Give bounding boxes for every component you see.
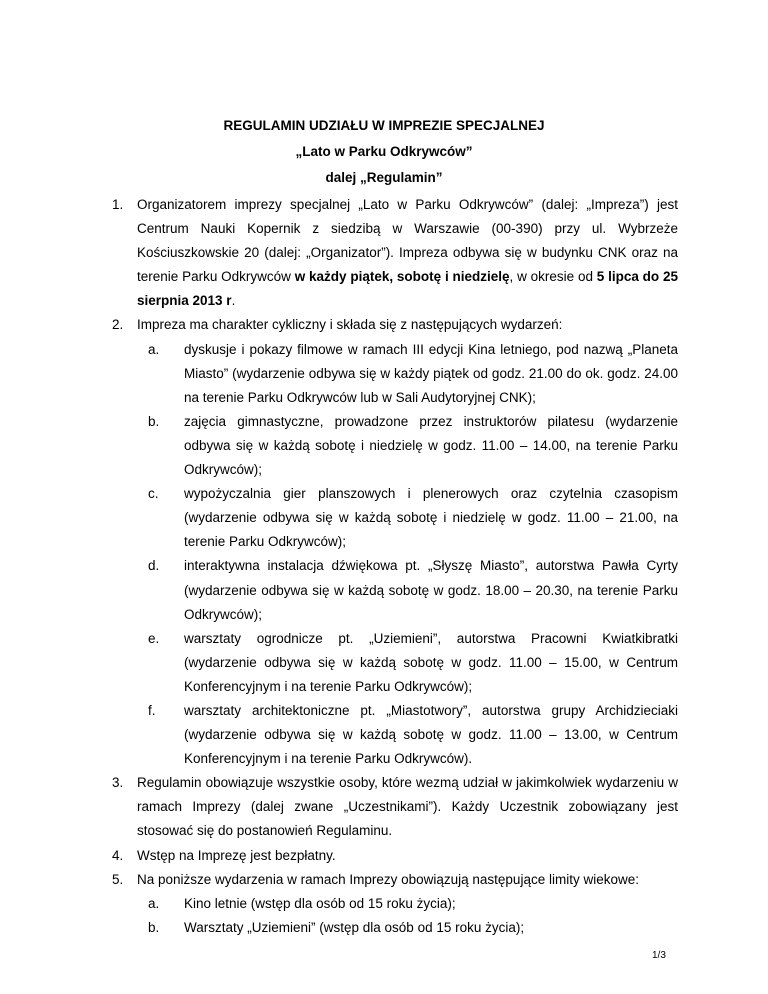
sublist-item-b bbox=[148, 410, 678, 482]
sub-text: wypożyczalnia gier planszowych i plenerowych oraz czytelnia czasopism (wydarzenie odbywa się w każdą sobotę i niedzielę w godz. 11.00 – 21.00, na terenie Parku Odkrywców); bbox=[184, 486, 678, 550]
sublist-item-a bbox=[148, 892, 678, 916]
sublist-item-a bbox=[148, 338, 678, 410]
title-line-2: „Lato w Parku Odkrywców” bbox=[295, 144, 473, 159]
sublist-item-d bbox=[148, 554, 678, 626]
item-text: Organizatorem imprezy specjalnej „Lato w Parku Odkrywców” (dalej: „Impreza”) jest Centrum Nauki Kopernik z siedzibą w Warszawie (00-390) przy ul. Wybrzeże Kościuszkowskie 20 (dalej: „Organizator”). Impreza odbywa się w budynku CNK oraz na terenie Parku Odkrywców bbox=[137, 197, 678, 285]
item-number: 2. bbox=[112, 317, 124, 333]
title-line-3: dalej „Regulamin” bbox=[325, 170, 443, 185]
sub-letter: f. bbox=[148, 702, 156, 718]
sub-text: Warsztaty „Uziemieni” (wstęp dla osób od 15 roku życia); bbox=[184, 919, 525, 935]
sub-letter: a. bbox=[148, 341, 160, 357]
item-text: Wstęp na Imprezę jest bezpłatny. bbox=[137, 847, 336, 863]
sub-text: zajęcia gimnastyczne, prowadzone przez instruktorów pilatesu (wydarzenie odbywa się w każdą sobotę i niedzielę w godz. 11.00 – 14.00, na terenie Parku Odkrywców); bbox=[184, 413, 678, 478]
sublist-item-e bbox=[148, 627, 678, 699]
sub-letter: c. bbox=[148, 486, 159, 502]
sublist-item-f bbox=[148, 699, 678, 771]
item-number: 4. bbox=[112, 847, 124, 863]
age-limits-sublist bbox=[148, 892, 678, 940]
list-item-2 bbox=[112, 313, 678, 771]
sub-text: Kino letnie (wstęp dla osób od 15 roku życia); bbox=[184, 895, 456, 911]
sub-letter: e. bbox=[148, 630, 160, 646]
list-item-4 bbox=[112, 844, 678, 868]
sub-letter: b. bbox=[148, 413, 160, 429]
item-text: , w okresie od bbox=[509, 269, 597, 285]
item-text: Impreza ma charakter cykliczny i składa się z następujących wydarzeń: bbox=[137, 317, 563, 333]
regulations-body bbox=[112, 193, 678, 940]
sub-letter: d. bbox=[148, 558, 160, 574]
item-bold-text: 5 lipca do 25 sierpnia 2013 r bbox=[137, 269, 678, 309]
sub-text: warsztaty ogrodnicze pt. „Uziemieni”, autorstwa Pracowni Kwiatkibratki (wydarzenie odbywa się w każdą sobotę w godz. 11.00 – 15.00, w Centrum Konferencyjnym i na terenie Parku Odkrywców); bbox=[184, 630, 678, 694]
page-number: 1/3 bbox=[652, 950, 666, 961]
item-text: Regulamin obowiązuje wszystkie osoby, które wezmą udział w jakimkolwiek wydarzeniu w ramach Imprezy (dalej zwane „Uczestnikami”). Każdy Uczestnik zobowiązany jest stosować się do postanowień Regulaminu. bbox=[137, 775, 678, 839]
sub-text: interaktywna instalacja dźwiękowa pt. „Słyszę Miasto”, autorstwa Pawła Cyrty (wydarzenie odbywa się w każdą sobotę w godz. 18.00 – 20.30, na terenie Parku Odkrywców); bbox=[184, 558, 678, 622]
item-number: 1. bbox=[112, 197, 124, 212]
title-line-1: REGULAMIN UDZIAŁU W IMPREZIE SPECJALNEJ bbox=[223, 118, 545, 133]
sub-letter: a. bbox=[148, 895, 160, 911]
list-item-3 bbox=[112, 771, 678, 843]
item-number: 5. bbox=[112, 871, 124, 887]
sublist-item-b bbox=[148, 916, 678, 940]
events-sublist bbox=[148, 338, 678, 772]
list-item-5 bbox=[112, 868, 678, 940]
list-item-1 bbox=[112, 193, 678, 313]
regulations-list bbox=[112, 193, 678, 940]
sub-text: dyskusje i pokazy filmowe w ramach III edycji Kina letniego, pod nazwą „Planeta Miasto” (wydarzenie odbywa się w każdy piątek od godz. 21.00 do ok. godz. 24.00 na terenie Parku Odkrywców lub w Sali Audytoryjnej CNK); bbox=[184, 341, 678, 405]
document-title bbox=[0, 113, 768, 191]
sub-text: warsztaty architektoniczne pt. „Miastotwory”, autorstwa grupy Archidzieciaki (wydarzenie odbywa się w każdą sobotę w godz. 11.00 – 13.00, w Centrum Konferencyjnym i na terenie Parku Odkrywców). bbox=[184, 702, 678, 767]
item-number: 3. bbox=[112, 775, 124, 791]
sublist-item-c bbox=[148, 482, 678, 554]
item-text: Na poniższe wydarzenia w ramach Imprezy obowiązują następujące limity wiekowe: bbox=[137, 871, 639, 887]
item-bold-text: w każdy piątek, sobotę i niedzielę bbox=[294, 269, 510, 285]
sub-letter: b. bbox=[148, 919, 160, 935]
item-text: . bbox=[231, 293, 236, 309]
